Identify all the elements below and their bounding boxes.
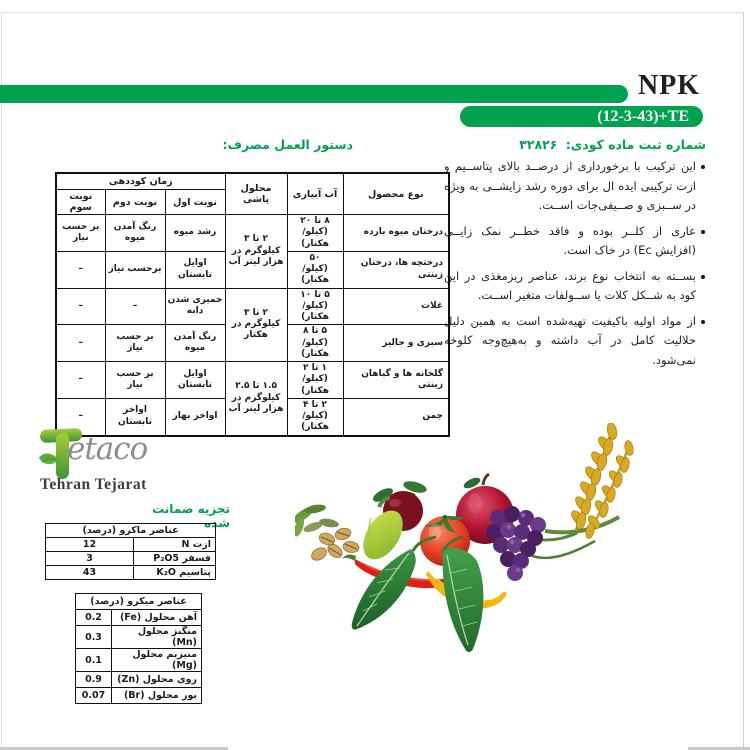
foliar-cell: ۲ تا ۳ کیلوگرم در هکتار [225,288,287,362]
irrigation-amount: ۵ تا ۸ [303,326,328,337]
irrigation-cell [287,215,343,252]
irrigation-cell [287,288,343,325]
usage-table-title: دستور العمل مصرف: [222,137,353,152]
company-name: Tehran Tejarat [40,476,147,493]
logo-wordmark: etaco [67,431,148,467]
col-turn3: نوبت سوم [56,190,105,215]
table-row [46,538,216,552]
product-cell: سبزی و جالیز [343,325,449,362]
irrigation-amount: ۱ تا ۲ [303,363,328,373]
irrigation-unit: (کیلو/هکتار) [301,264,329,286]
product-cell: درختچه ها، درختان زینتی [343,251,449,288]
col-foliar: محلول پاشی [225,173,287,215]
registration-line [446,137,706,152]
grapes-icon [486,506,546,581]
element-label: پتاسیم K₂O [134,566,216,580]
element-label: آهن محلول (Fe) [112,610,202,626]
col-product: نوع محصول [343,173,449,215]
pistachios-icon [295,503,360,563]
product-cell: درختان میوه بارده [343,215,449,252]
formula-bar [460,106,703,127]
col-timing: زمان کوددهی [56,173,225,190]
analysis-title: تجزیه ضمانت شده [152,502,230,530]
table-row [56,288,449,325]
bullet-item: از مواد اولیه باکیفیت تهیه‌شده است به همین دلیل حلالیت کامل در آب داشته و به‌هیچ‌وجه کلوخه نمی‌شود. [444,312,706,371]
turn1-cell: اوایل تابستان [165,251,225,288]
irrigation-unit: (کیلو/هکتار) [301,374,329,396]
irrigation-unit: (کیلو/هکتار) [301,411,329,433]
irrigation-amount: ۵ تا ۱۰ [300,289,330,300]
turn2-cell: بر حسب نیاز [105,362,165,399]
usage-table [55,172,450,437]
element-label: روی محلول (Zn) [112,672,202,688]
element-value: 3 [46,552,134,566]
irrigation-unit: (کیلو/هکتار) [301,300,329,322]
bullet-item: عاری از کلــر بوده و فاقد خطــر نمک زایــی (افزایش Ec) در خاک است. [444,222,706,261]
table-row [76,688,202,704]
irrigation-amount: ۲ تا ۴ [303,399,328,410]
irrigation-cell [287,251,343,288]
turn3-cell: بر حسب نیاز [56,215,105,252]
irrigation-cell [287,362,343,399]
foliar-cell: ۱.۵ تا ۲.۵ کیلوگرم در هزار لیتر آب [225,362,287,436]
micro-header: عناصر میکرو (درصد) [76,594,202,610]
macro-elements-table [45,523,216,580]
element-label: فسفر P₂O5 [134,552,216,566]
turn1-cell: اوایل تابستان [165,362,225,399]
element-value: 43 [46,566,134,580]
table-row [46,566,216,580]
table-row [56,362,449,399]
turn2-cell: بر حسب نیاز [105,325,165,362]
turn3-cell: – [56,251,105,288]
turn2-cell: رنگ آمدن میوه [105,215,165,252]
product-title: NPK [637,70,701,101]
brand-green-bar [0,85,628,103]
bullet-item: بســته به انتخاب نوع برند، عناصر ریزمغذی در این کود به شــکل کلات یا ســولفات متغیر اســت. [444,267,706,306]
product-cell: چمن [343,398,449,435]
element-value: 0.07 [76,688,112,704]
irrigation-cell [287,325,343,362]
turn3-cell: – [56,325,105,362]
col-turn1: نوبت اول [165,190,225,215]
usage-header-row [56,173,449,190]
element-value: 0.1 [76,649,112,672]
element-value: 0.3 [76,626,112,649]
table-row [46,552,216,566]
irrigation-unit: (کیلو/هکتار) [301,337,329,359]
turn2-cell: اواخر تابستان [105,398,165,435]
element-value: 0.2 [76,610,112,626]
turn3-cell: – [56,398,105,435]
turn2-cell: – [105,288,165,325]
table-row [76,610,202,626]
product-cell: غلات [343,288,449,325]
tetaco-logo [38,425,168,501]
turn3-cell: – [56,288,105,325]
col-irrigation: آب آبیاری [287,173,343,215]
element-label: منیزیم محلول (Mg) [112,649,202,672]
registration-label: شماره ثبت ماده کودی: [565,137,706,152]
micro-elements-table [75,593,202,704]
element-value: 0.9 [76,672,112,688]
table-row [76,649,202,672]
macro-header: عناصر ماکرو (درصد) [46,524,216,538]
turn1-cell: رشد میوه [165,215,225,252]
description-bullets [444,157,706,376]
produce-illustration [295,423,660,693]
irrigation-amount: ۵۰ [309,252,321,263]
formula-text: (12-3-43)+TE [597,107,689,125]
turn1-cell: خمیری شدن دانه [165,288,225,325]
turn1-cell: اواخر بهار [165,398,225,435]
foliar-cell: ۲ تا ۳ کیلوگرم در هزار لیتر آب [225,215,287,289]
product-cell: گلخانه ها و گیاهان زینتی [343,362,449,399]
table-row [56,215,449,252]
turn1-cell: رنگ آمدن میوه [165,325,225,362]
element-value: 12 [46,538,134,552]
turn2-cell: برحسب نیاز [105,251,165,288]
table-row [76,672,202,688]
col-turn2: نوبت دوم [105,190,165,215]
irrigation-unit: (کیلو/هکتار) [301,227,329,249]
element-label: منگنز محلول (Mn) [112,626,202,649]
table-row [76,626,202,649]
bullet-item: این ترکیب با برخورداری از درصــد بالای پتاســیم و ازت ترکیبی ایده ال برای دوره رشد زایشــی به ویژه در ســبزی و صــیفی‌جات اســت. [444,157,706,216]
registration-number: ۳۲۸۲۶ [519,137,558,152]
element-label: بور محلول (Br) [112,688,202,704]
turn3-cell: – [56,362,105,399]
element-label: ازت N [134,538,216,552]
irrigation-amount: ۸ تا ۲۰ [300,216,330,226]
